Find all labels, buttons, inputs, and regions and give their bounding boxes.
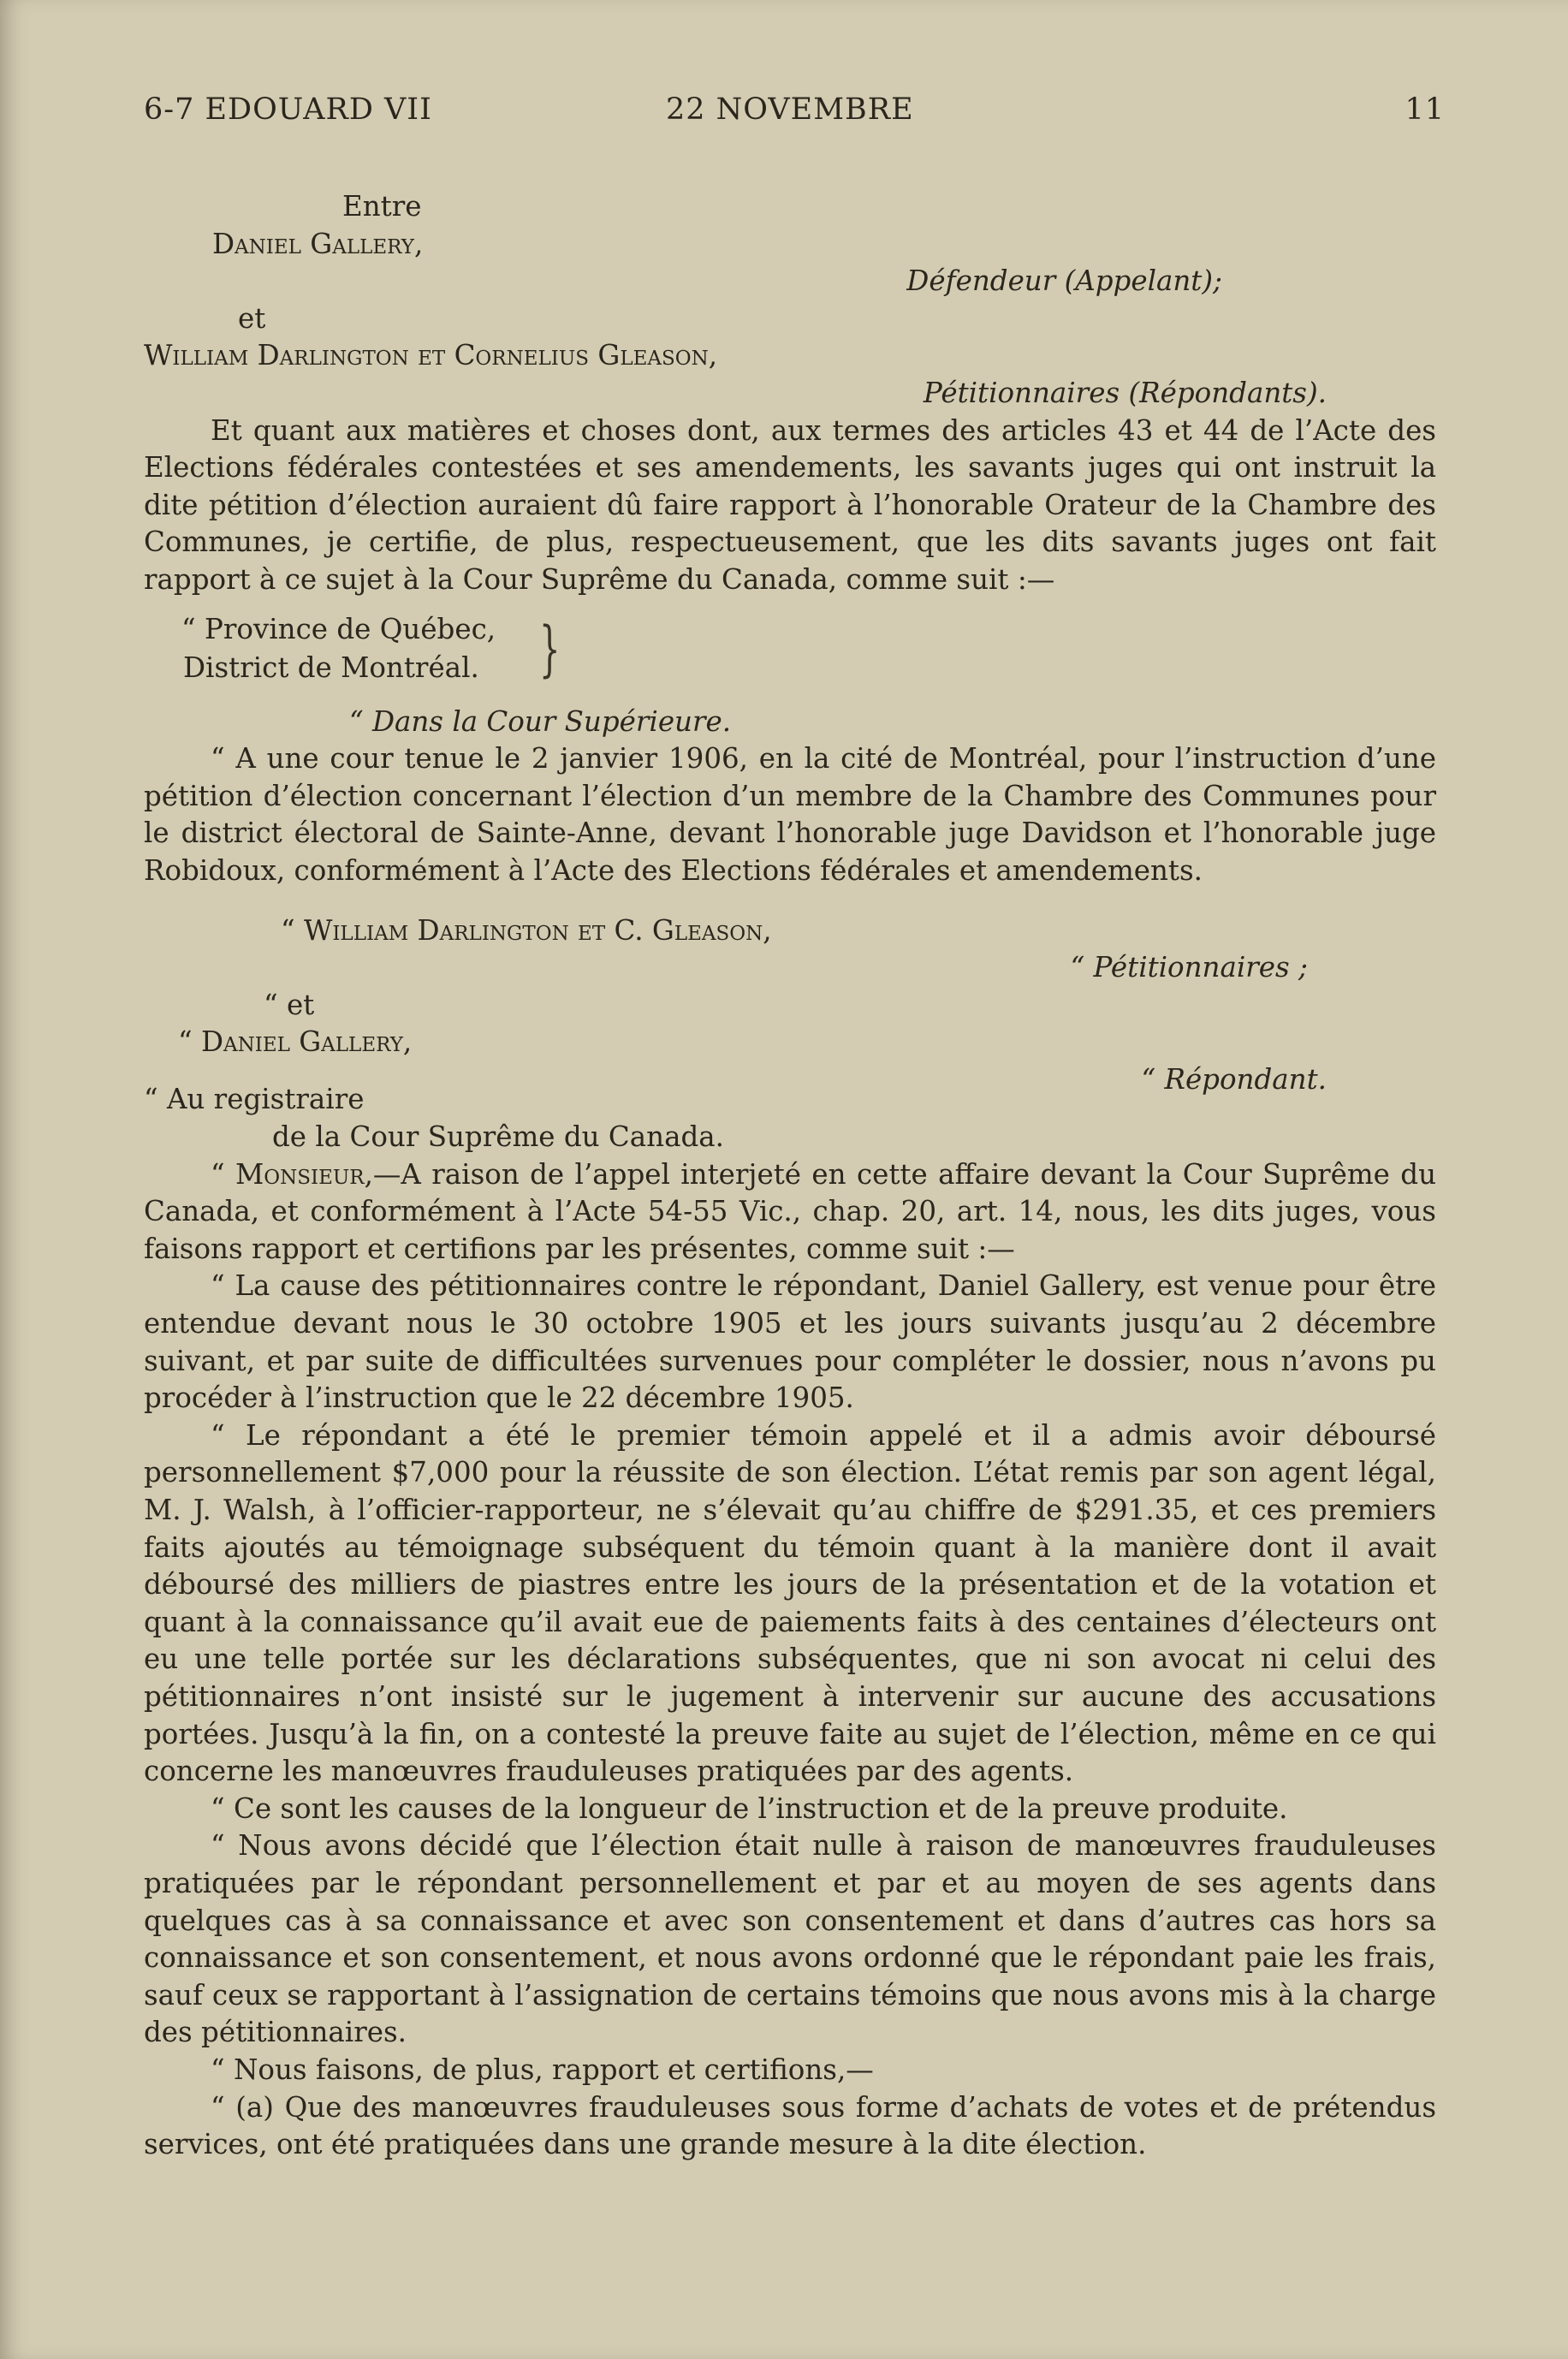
caption2-respondent-role: “ Répondant.	[1141, 1062, 1327, 1096]
case-caption-second	[144, 912, 1436, 1099]
caption2-petitioners-names: “ William Darlington et C. Gleason,	[281, 913, 772, 947]
caption-defendant-role: Défendeur (Appelant);	[906, 264, 1222, 298]
caption-petitioners-names: William Darlington et Cornelius Gleason,	[144, 339, 718, 372]
caption-petitioners-role: Pétitionnaires (Répondants).	[923, 376, 1327, 409]
paragraph-monsieur-text: —A raison de l’appel interjeté en cette affaire devant la Cour Suprême du Canada, et conformément à l’Acte 54-55 Vic., chap. 20, art. 14, nous, les dits juges, vous faisons rapport et certifions par les présentes, comme suit :—	[144, 1157, 1436, 1265]
caption-entre: Entre	[342, 190, 422, 223]
province-line: “ Province de Québec,	[181, 612, 496, 645]
registrar-line1: “ Au registraire	[144, 1083, 365, 1116]
salutation: “ Monsieur,	[211, 1157, 373, 1191]
caption2-petitioners-role: “ Pétitionnaires ;	[1070, 951, 1308, 984]
province-district-block	[181, 611, 592, 688]
page-body	[144, 188, 1436, 2164]
paragraph-cause: “ La cause des pétitionnaires contre le répondant, Daniel Gallery, est venue pour être entendue devant nous le 30 octobre 1905 et les jours suivants jusqu’au 2 décembre suivant, et par suite de difficultées survenues pour compléter le dossier, nous n’avons pu procéder à l’instruction que le 22 décembre 1905.	[144, 1269, 1436, 1415]
header-volume: 6-7 EDOUARD VII	[144, 92, 432, 127]
page-number: 11	[1405, 92, 1445, 127]
hearing-paragraph: “ A une cour tenue le 2 janvier 1906, en la cité de Montréal, pour l’instruction d’une pétition d’élection concernant l’élection d’un membre de la Chambre des Communes pour le district électoral de Sainte-Anne, devant l’honorable juge Davidson et l’honorable juge Robidoux, conformément à l’Acte des Elections fédérales et amendements.	[144, 742, 1436, 887]
district-line: District de Montréal.	[183, 651, 479, 684]
paragraph-a: “ (a) Que des manœuvres frauduleuses sous forme d’achats de votes et de prétendus services, ont été pratiquées dans une grande mesure à la dite élection.	[144, 2090, 1436, 2161]
registrar-line2: de la Cour Suprême du Canada.	[272, 1120, 724, 1154]
paragraph-longueur: “ Ce sont les causes de la longueur de l’instruction et de la preuve produite.	[211, 1792, 1288, 1825]
header-date: 22 NOVEMBRE	[666, 92, 914, 127]
running-header	[144, 92, 1445, 135]
court-heading: “ Dans la Cour Supérieure.	[349, 704, 732, 738]
paragraph-repondant: “ Le répondant a été le premier témoin appelé et il a admis avoir déboursé personnellement $7,000 pour la réussite de son élection. L’état remis par son agent légal, M. J. Walsh, à l’officier-rapporteur, ne s’élevait qu’au chiffre de $291.35, et ces premiers faits ajoutés au témoignage subséquent du témoin quant à la manière dont il avait déboursé des milliers de piastres entre les jours de la présentation et de la votation et quant à la connaissance qu’il avait eue de paiements faits à des centaines d’électeurs ont eu une telle portée sur les déclarations subséquentes, que ni son avocat ni celui des pétitionnaires n’ont insisté sur le jugement à intervenir sur aucune des accusations portées. Jusqu’à la fin, on a contesté la preuve faite au sujet de l’élection, même en ce qui concerne les manœuvres frauduleuses pratiquées par des agents.	[144, 1418, 1436, 1788]
intro-paragraph: Et quant aux matières et choses dont, aux termes des articles 43 et 44 de l’Acte des Elections fédérales contestées et ses amendements, les savants juges qui ont instruit la dite pétition d’élection auraient dû faire rapport à l’honorable Orateur de la Chambre des Communes, je certifie, de plus, respectueusement, que les dits savants juges ont fait rapport à ce sujet à la Cour Suprême du Canada, comme suit :—	[144, 413, 1436, 596]
caption-et: et	[238, 301, 266, 335]
brace-glyph: }	[539, 613, 561, 684]
caption2-respondent-name: “ Daniel Gallery,	[178, 1025, 413, 1059]
paragraph-certifions: “ Nous faisons, de plus, rapport et certifions,—	[211, 2053, 874, 2086]
paragraph-decision: “ Nous avons décidé que l’élection était nulle à raison de manœuvres frauduleuses pratiquées par le répondant personnellement et par et au moyen de ses agents dans quelques cas à sa connaissance et avec son consentement et dans d’autres cas hors sa connaissance et son consentement, et nous avons ordonné que le répondant paie les frais, sauf ceux se rapportant à l’assignation de certains témoins que nous avons mis à la charge des pétitionnaires.	[144, 1829, 1436, 2049]
caption-defendant-name: Daniel Gallery,	[212, 227, 424, 260]
caption2-et: “ et	[264, 988, 315, 1021]
paragraph-monsieur	[144, 1156, 1436, 1269]
